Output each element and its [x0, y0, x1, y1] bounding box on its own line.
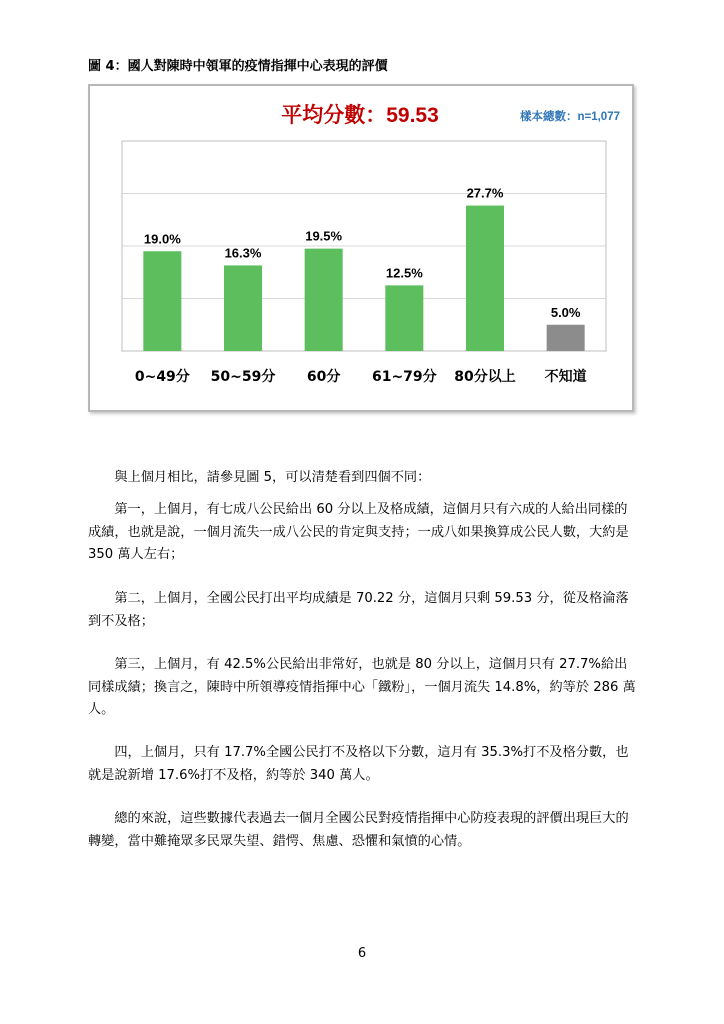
paragraph-first: 第一，上個月，有七成八公民給出 60 分以上及格成績，這個月只有六成的人給出同樣的成績，也就是說，一個月流失一成八公民的肯定與支持；一成八如果換算成公民人數，大約是 350 萬人左右；	[88, 502, 629, 562]
paragraph-fourth: 四，上個月，只有 17.7%全國公民打不及格以下分數，這月有 35.3%打不及格分數，也就是說新增 17.6%打不及格，約等於 340 萬人。	[88, 745, 629, 783]
category-tick-label: 80分以上	[454, 369, 516, 385]
bar-value-label: 12.5%	[385, 265, 423, 281]
category-tick-label: 50~59分	[210, 369, 276, 385]
chart-title-mean-score: 平均分數：59.53	[281, 104, 439, 127]
paragraph-third: 第三，上個月，有 42.5%公民給出非常好，也就是 80 分以上，這個月只有 27.7%給出同樣成績；換言之，陳時中所領導疫情指揮中心「鐵粉」，一個月流失 14.8%，約等於 286 萬人。	[88, 657, 636, 717]
category-tick-label: 60分	[306, 369, 341, 385]
chart-annotation-sample-size: 樣本總數：n=1,077	[519, 111, 620, 123]
page-number: 6	[357, 946, 367, 961]
bar-value-label: 27.7%	[466, 185, 504, 201]
category-tick-label: 0~49分	[134, 369, 190, 385]
bar-value-label: 19.5%	[305, 228, 343, 244]
paragraph-second: 第二，上個月，全國公民打出平均成績是 70.22 分，這個月只剩 59.53 分，從及格淪落到不及格；	[88, 591, 629, 629]
paragraph-intro: 與上個月相比，請參見圖 5，可以清楚看到四個不同：	[88, 470, 431, 485]
category-tick-label: 不知道	[544, 369, 587, 385]
bar-chart	[90, 86, 632, 410]
figure-title: 圖 4：國人對陳時中領軍的疫情指揮中心表現的評價	[88, 59, 388, 74]
bar-value-label: 16.3%	[224, 245, 262, 261]
bar-5	[466, 206, 504, 351]
paragraph-conclusion: 總的來說，這些數據代表過去一個月全國公民對疫情指揮中心防疫表現的評價出現巨大的轉變，當中難掩眾多民眾失望、錯愕、焦慮、恐懼和氣憤的心情。	[88, 811, 629, 849]
chart-frame	[88, 84, 634, 412]
category-tick-label: 61~79分	[371, 369, 437, 385]
chart-gridlines	[122, 194, 606, 299]
bar-2	[224, 265, 262, 351]
bar-1	[143, 251, 181, 351]
bar-4	[385, 285, 423, 351]
bar-value-label: 19.0%	[143, 231, 181, 247]
bar-value-label: 5.0%	[550, 304, 581, 320]
bar-3	[305, 249, 343, 351]
bar-series	[135, 186, 587, 385]
bar-6	[547, 325, 585, 351]
